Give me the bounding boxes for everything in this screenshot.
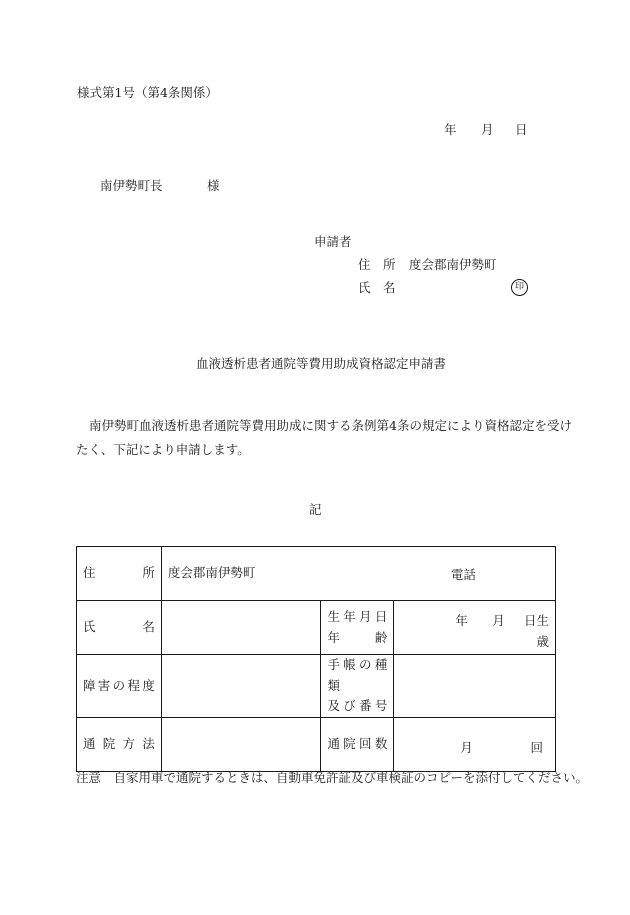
date-day-label: 日 [515,122,528,137]
seal-text: 印 [511,279,528,296]
cell-commute-value[interactable] [161,717,321,771]
applicant-name-label: 氏 名 [358,280,396,295]
note: 注意 自家用車で通院するときは、自動車免許証及び車検証のコピーを添付してください。 [76,770,589,785]
seal-mark [511,279,528,296]
cell-handbook-value[interactable] [394,655,556,718]
applicant-address-value: 度会郡南伊勢町 [409,257,497,272]
cell-address-label: 住所 [77,547,162,601]
handbook-label-2: 及び番号 [327,698,388,714]
cell-handbook-label [321,655,394,718]
cell-visits-value[interactable] [394,717,556,771]
applicant-address-label: 住 所 [358,257,396,272]
phone-label: 電話 [450,567,476,582]
ki-heading: 記 [309,502,322,517]
row-commute [77,717,556,771]
handbook-label-1: 手帳の種類 [327,657,388,693]
row-disability [77,655,556,718]
cell-name-label: 氏名 [77,601,162,655]
body-line-2: たく、下記により申請します。 [76,442,250,457]
cell-address-value[interactable] [161,547,555,601]
age-label: 年齢 [327,629,388,645]
applicant-label: 申請者 [314,234,352,249]
cell-birth-age-value[interactable] [394,601,556,655]
application-table [76,546,556,772]
age-unit: 歳 [536,634,549,649]
cell-birth-age-label [321,601,394,655]
form-number: 様式第1号（第4条関係） [77,85,218,100]
document-title: 血液透析患者通院等費用助成資格認定申請書 [196,356,447,371]
addressee: 南伊勢町長 [100,178,163,193]
date-year-label: 年 [444,122,457,137]
address-value: 度会郡南伊勢町 [167,565,256,581]
cell-disability-value[interactable] [161,655,321,718]
birth-year-unit: 年 [455,613,468,628]
visits-month-unit: 月 [460,739,473,755]
cell-visits-label: 通院回数 [321,717,394,771]
cell-commute-label: 通院方法 [77,717,162,771]
cell-disability-label: 障害の程度 [77,655,162,718]
birth-day-unit: 日生 [523,613,549,628]
cell-name-value[interactable] [161,601,321,655]
birth-month-unit: 月 [492,613,505,628]
birthdate-label: 生年月日 [327,608,388,624]
body-line-1: 南伊勢町血液透析患者通院等費用助成に関する条例第4条の規定により資格認定を受け [89,418,572,433]
row-address [77,547,556,601]
row-name [77,601,556,655]
date-month-label: 月 [481,122,494,137]
addressee-suffix: 様 [207,178,220,193]
visits-count-unit: 回 [530,739,543,755]
